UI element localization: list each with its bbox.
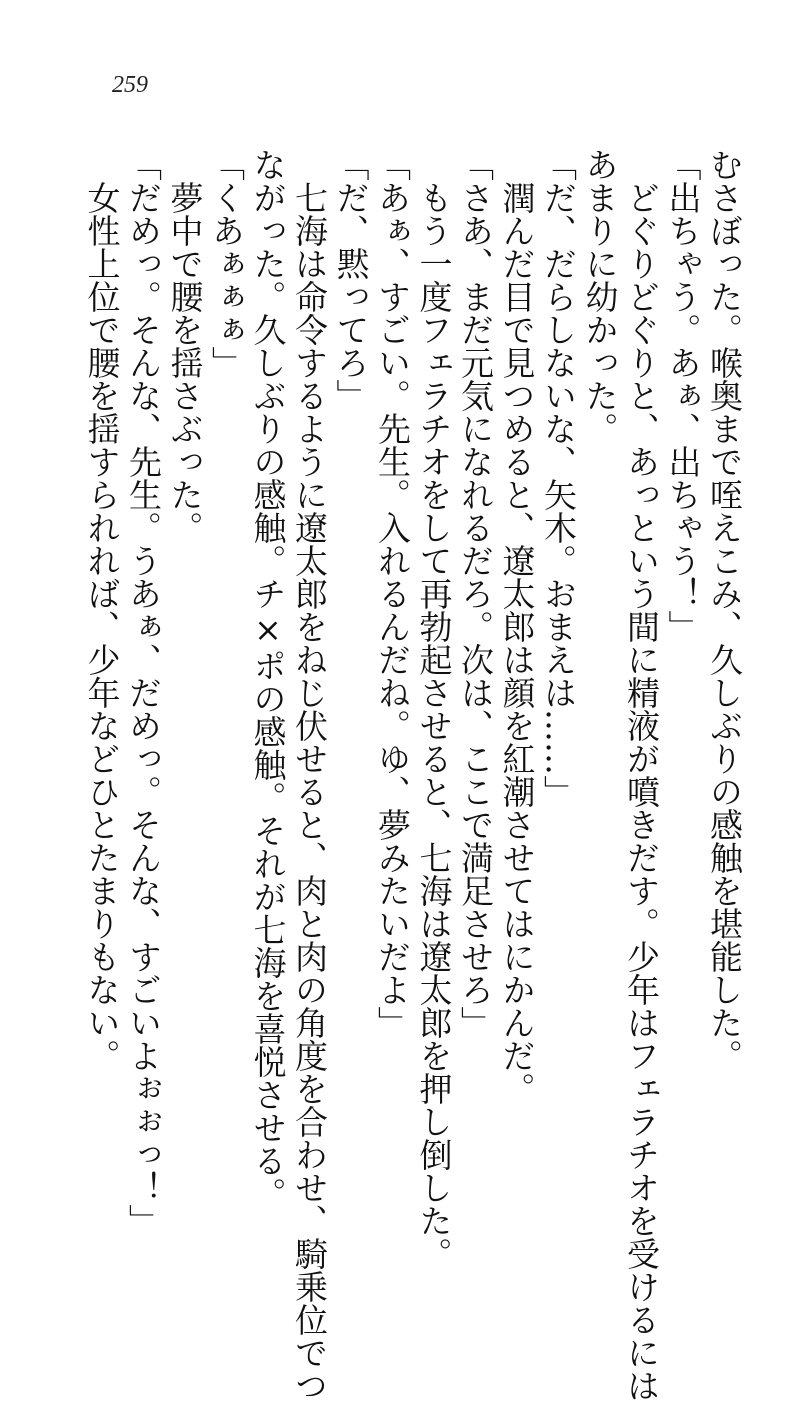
text-line: 七海は命令するように遼太郎をねじ伏せると、肉と肉の角度を合わせ、騎乗位でつ [290,148,329,1402]
text-line: 「だ、黙ってろ」 [331,148,371,412]
text-line: 女性上位で腰を揺すられれば、少年などひとたまりもない。 [82,148,122,1072]
text-line: むさぼった。喉奥まで咥えこみ、久しぶりの感触を堪能した。 [705,148,744,1072]
text-line: 潤んだ目で見つめると、遼太郎は顔を紅潮させてはにかんだ。 [497,148,537,1105]
text-line: 「あぁ、すごい。先生。入れるんだね。ゆ、夢みたいだよ」 [373,148,412,1039]
text-line: 「くあぁぁぁ」 [207,148,246,379]
text-line: 夢中で腰を揺さぶった。 [165,148,205,544]
text-line: もう一度フェラチオをして再勃起させると、七海は遼太郎を押し倒した。 [414,148,454,1270]
page-number: 259 [112,72,148,98]
text-line: どぐりどぐりと、あっという間に精液が噴きだす。少年はフェラチオを受けるには [622,148,661,1402]
text-line: 「出ちゃう。あぁ、出ちゃう！」 [663,148,703,643]
vertical-text-body [82,148,745,1402]
text-line: あまりに幼かった。 [580,148,620,445]
text-line: ながった。久しぶりの感触。チ×ポの感触。それが七海を喜悦させる。 [248,148,288,1210]
text-line: 「だ、だらしないな、矢木。おまえは……」 [539,148,578,808]
text-line: 「だめっ。そんな、先生。うあぁ、だめっ。そんな、すごいよぉぉっ！」 [124,148,163,1237]
text-line: 「さあ、まだ元気になれるだろ。次は、ここで満足させろ」 [456,148,495,1039]
